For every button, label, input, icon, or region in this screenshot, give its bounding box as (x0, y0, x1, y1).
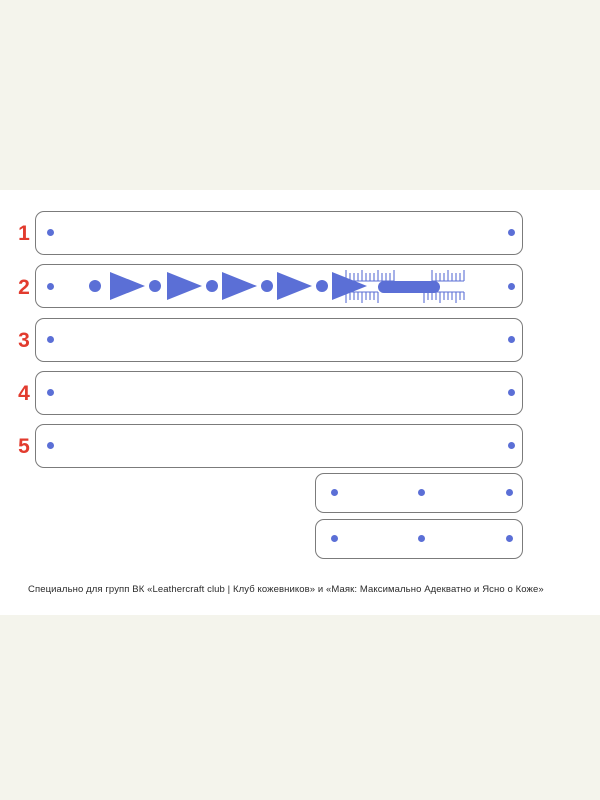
hole-marker (506, 489, 513, 496)
pattern-strip-3 (35, 318, 523, 362)
row-number-2: 2 (18, 276, 30, 299)
pattern-strip-1 (35, 211, 523, 255)
pattern-strip-2 (35, 264, 523, 308)
pattern-strip-5 (35, 424, 523, 468)
hole-marker (47, 442, 54, 449)
hole-marker (418, 535, 425, 542)
row-number-1: 1 (18, 222, 30, 245)
hole-marker (47, 336, 54, 343)
hole-marker (508, 442, 515, 449)
row-number-4: 4 (18, 382, 30, 405)
row-number-3: 3 (18, 329, 30, 352)
hole-marker (47, 389, 54, 396)
row-number-5: 5 (18, 435, 30, 458)
hole-marker (508, 229, 515, 236)
hole-marker (506, 535, 513, 542)
hole-marker (47, 283, 54, 290)
hole-marker (418, 489, 425, 496)
attribution-caption: Специально для групп ВК «Leathercraft club | Клуб кожевников» и «Маяк: Максимально Адекватно и Ясно о Коже» (28, 584, 544, 595)
hole-marker (508, 389, 515, 396)
hole-marker (508, 283, 515, 290)
hole-marker (331, 535, 338, 542)
hole-marker (331, 489, 338, 496)
hole-marker (508, 336, 515, 343)
pattern-strip-4 (35, 371, 523, 415)
hole-marker (47, 229, 54, 236)
